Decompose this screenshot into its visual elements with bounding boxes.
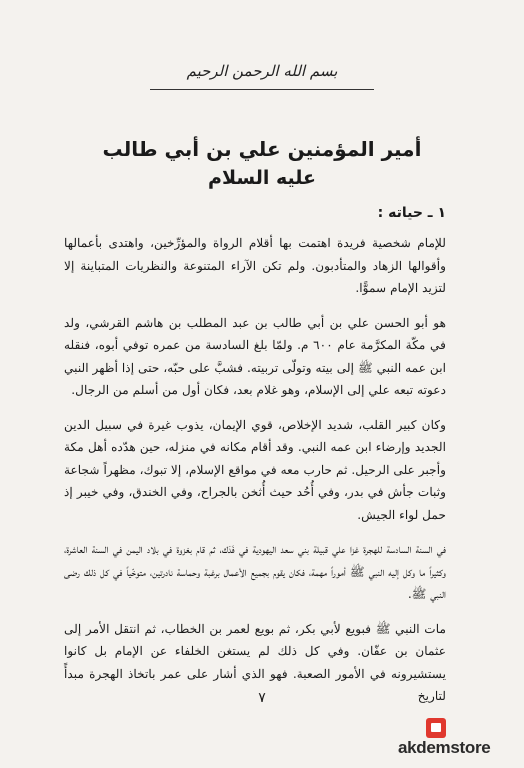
section-heading: ١ ـ حياته : <box>377 205 446 221</box>
chapter-subtitle: عليه السلام <box>208 167 316 189</box>
page-number: ٧ <box>258 690 266 706</box>
paragraph-2: هو أبو الحسن علي بن أبي طالب بن عبد المطلب بن هاشم القرشي، ولد في مكّة المكرَّمة عام ٦٠٠ م. ولمّا بلغ السادسة من عمره توفي أبوه، فنقله ابن عمه النبي ﷺ إلى بيته وتولّى تربيته. فشبَّ على حبّه، حتى إذا أظهر النبي دعوته تبعه علي إلى الإسلام، وهو غلام بعد، فكان أول من أسلم من الرجال. <box>64 315 446 397</box>
body-text <box>64 232 446 720</box>
store-logo-text: akdemstore <box>398 738 491 757</box>
paragraph-4: في السنة السادسة للهجرة غزا علي قبيلة بني سعد اليهودية في فَدَك، ثم قام بغزوة في بلاد اليمن في السنة العاشرة، وكثيراً ما وكل إليه النبي ﷺ أموراً مهمة، فكان يقوم بجميع الأعمال برغبة وحماسة نادرتين، متوخّياً في كل ذلك رضى النبي ﷺ. <box>64 542 446 601</box>
paragraph-3: وكان كبير القلب، شديد الإخلاص، قوي الإيمان، يذوب غيرة في سبيل الدين الجديد وإرضاء ابن عمه النبي. وقد أقام مكانه في منزله، حين هدّده أهل مكة وأجبر على الرحيل. ثم حارب معه في مواقع الإسلام، إلا تبوك، مظهراً شجاعة وثبات جأش في بدر، وفي أُحُد حيث أُثخن بالجراح، وفي الخندق، وفي خيبر إذ حمل لواء الجيش. <box>64 417 446 522</box>
paragraph-5: مات النبي ﷺ فبويع لأبي بكر، ثم بويع لعمر بن الخطاب، ثم انتقل الأمر إلى عثمان بن عفّان. وفي كل ذلك لم يستغن الخلفاء عن الإمام بل كانوا يستشيرونه في الأمور الصعبة. فهو الذي أشار على عمر باتخاذ الهجرة مبدأً لتاريخ <box>64 621 446 703</box>
chapter-title: أمير المؤمنين علي بن أبي طالب <box>102 137 422 161</box>
paragraph-1: للإمام شخصية فريدة اهتمت بها أقلام الرواة والمؤرِّخين، واهتدى بأعمالها وأقوالها الزهاد والمتأدبون. ولم تكن الآراء المتنوعة والنظريات المتباينة إلا لتزيد الإمام سموًّا. <box>64 236 446 295</box>
basmala-underline <box>150 89 374 90</box>
store-watermark-logo <box>398 718 516 762</box>
store-logo-icon <box>426 718 446 738</box>
basmala-header: بسم الله الرحمن الرحيم <box>186 62 338 80</box>
